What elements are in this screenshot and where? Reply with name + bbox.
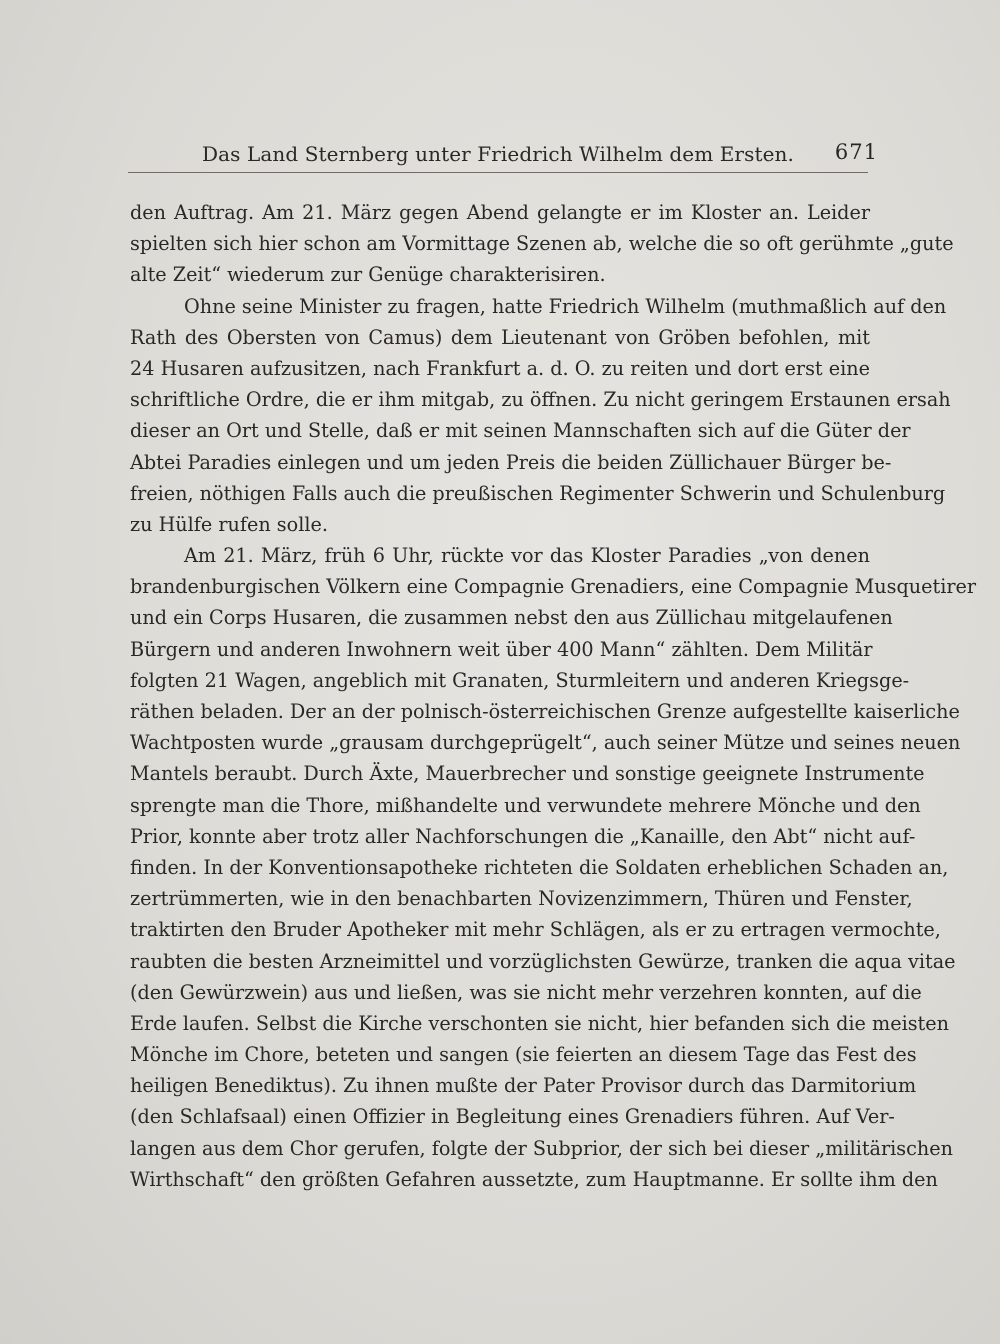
text-line: und ein Corps Husaren, die zusammen nebst den aus Züllichau mitgelaufenen	[130, 606, 893, 630]
text-line: sprengte man die Thore, mißhandelte und verwundete mehrere Mönche und den	[130, 793, 921, 817]
text-line: dieser an Ort und Stelle, daß er mit seinen Mannschaften sich auf die Güter der	[130, 419, 911, 443]
text-line: zu Hülfe rufen solle.	[130, 512, 328, 536]
text-line: traktirten den Bruder Apotheker mit mehr Schlägen, als er zu ertragen vermochte,	[130, 918, 941, 942]
text-line: Prior, konnte aber trotz aller Nachforschungen die „Kanaille, den Abt“ nicht auf-	[130, 824, 916, 848]
text-line: schriftliche Ordre, die er ihm mitgab, zu öffnen. Zu nicht geringem Erstaunen ersah	[130, 388, 951, 412]
text-line: folgten 21 Wagen, angeblich mit Granaten, Sturmleitern und anderen Kriegsge-	[130, 668, 910, 692]
text-line: den Auftrag. Am 21. März gegen Abend gelangte er im Kloster an. Leider	[130, 201, 870, 224]
text-line: räthen beladen. Der an der polnisch-österreichischen Grenze aufgestellte kaiserliche	[130, 700, 960, 723]
body-text	[130, 197, 977, 1207]
text-line: Wirthschaft“ den größten Gefahren aussetzte, zum Hauptmanne. Er sollte ihm den	[130, 1167, 938, 1191]
text-line: Am 21. März, früh 6 Uhr, rückte vor das Kloster Paradies „von denen	[184, 544, 870, 568]
page-number: 671	[834, 140, 878, 164]
text-line: Mantels beraubt. Durch Äxte, Mauerbrecher und sonstige geeignete Instrumente	[130, 762, 925, 786]
text-line: Wachtposten wurde „grausam durchgeprügelt“, auch seiner Mütze und seines neuen	[130, 731, 961, 755]
text-line: raubten die besten Arzneimittel und vorzüglichsten Gewürze, tranken die aqua vitae	[130, 949, 956, 973]
text-line: 24 Husaren aufzusitzen, nach Frankfurt a. d. O. zu reiten und dort erst eine	[130, 356, 870, 380]
text-line: Ohne seine Minister zu fragen, hatte Friedrich Wilhelm (muthmaßlich auf den	[184, 294, 947, 318]
text-line: Mönche im Chore, beteten und sangen (sie feierten an diesem Tage das Fest des	[130, 1043, 917, 1067]
text-line: alte Zeit“ wiederum zur Genüge charakterisiren.	[130, 263, 606, 287]
text-line: spielten sich hier schon am Vormittage Szenen ab, welche die so oft gerühmte „gute	[130, 232, 954, 256]
text-line: Bürgern und anderen Inwohnern weit über 400 Mann“ zählten. Dem Militär	[130, 637, 873, 661]
running-header	[128, 138, 878, 173]
text-line: heiligen Benediktus). Zu ihnen mußte der Pater Provisor durch das Darmitorium	[130, 1074, 917, 1098]
text-line: (den Schlafsaal) einen Offizier in Begleitung eines Grenadiers führen. Auf Ver-	[130, 1105, 895, 1129]
text-line: finden. In der Konventionsapotheke richteten die Soldaten erheblichen Schaden an,	[130, 855, 949, 879]
header-title: Das Land Sternberg unter Friedrich Wilhelm dem Ersten.	[202, 142, 794, 166]
text-line: freien, nöthigen Falls auch die preußischen Regimenter Schwerin und Schulenburg	[130, 481, 946, 505]
text-line: zertrümmerten, wie in den benachbarten Novizenzimmern, Thüren und Fenster,	[130, 887, 913, 911]
text-line: Rath des Obersten von Camus) dem Lieutenant von Gröben befohlen, mit	[130, 325, 870, 349]
text-line: langen aus dem Chor gerufen, folgte der Subprior, der sich bei dieser „militärischen	[130, 1136, 953, 1160]
text-line: (den Gewürzwein) aus und ließen, was sie nicht mehr verzehren konnten, auf die	[130, 980, 922, 1004]
text-line: Erde laufen. Selbst die Kirche verschonten sie nicht, hier befanden sich die meisten	[130, 1011, 949, 1035]
text-line: brandenburgischen Völkern eine Compagnie Grenadiers, eine Compagnie Musquetirer	[130, 575, 977, 599]
text-line: Abtei Paradies einlegen und um jeden Preis die beiden Züllichauer Bürger be-	[130, 450, 892, 474]
